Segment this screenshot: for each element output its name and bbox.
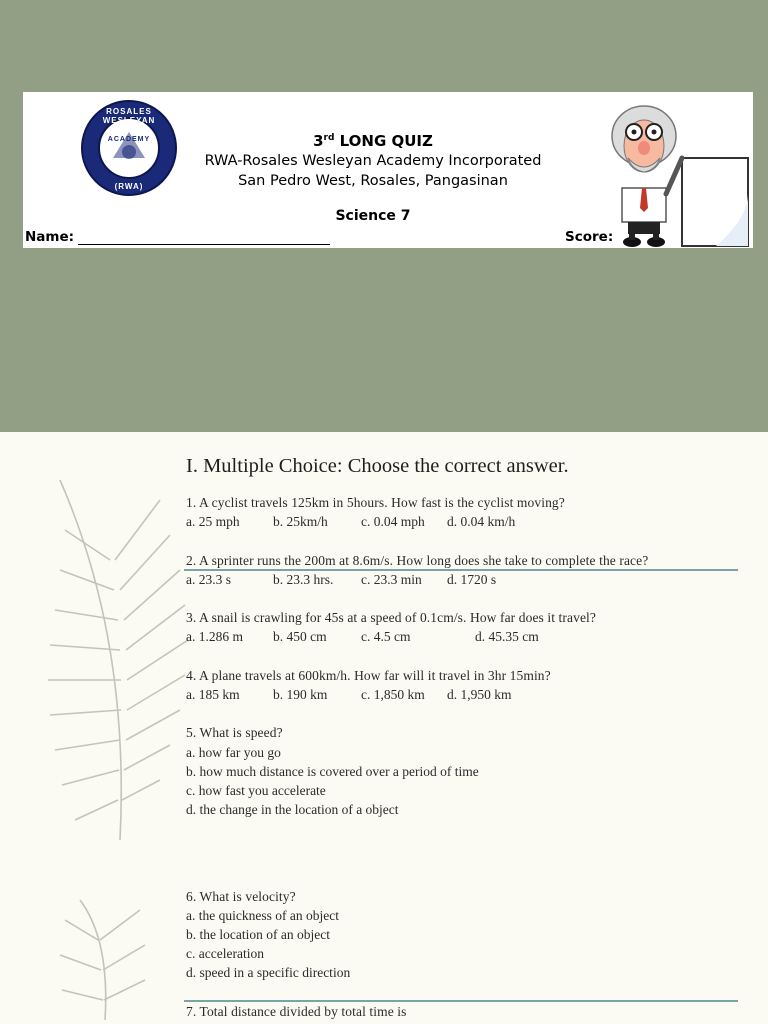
seal-top-text: ROSALES WESLEYAN <box>102 107 156 125</box>
divider-line <box>184 569 738 571</box>
name-blank-line[interactable] <box>78 244 330 245</box>
score-label: Score: <box>565 229 614 245</box>
subject-title: Science 7 <box>335 208 411 224</box>
quiz-ordinal: 3 <box>313 132 324 150</box>
seal-bottom-text: (RWA) <box>114 182 144 191</box>
q4-option-a[interactable]: a. 185 km <box>186 687 240 702</box>
q6-option-b[interactable]: b. the location of an object <box>186 927 330 942</box>
professor-illustration <box>598 98 753 248</box>
question-2-text: 2. A sprinter runs the 200m at 8.6m/s. How long does she take to complete the race? <box>186 553 649 568</box>
q1-option-a[interactable]: a. 25 mph <box>186 514 240 529</box>
q3-option-d[interactable]: d. 45.35 cm <box>475 629 539 644</box>
question-1-text: 1. A cyclist travels 125km in 5hours. How fast is the cyclist moving? <box>186 495 565 510</box>
q1-option-c[interactable]: c. 0.04 mph <box>361 514 425 529</box>
q6-option-a[interactable]: a. the quickness of an object <box>186 908 339 923</box>
question-7-text: 7. Total distance divided by total time is <box>186 1004 407 1019</box>
q3-option-b[interactable]: b. 450 cm <box>273 629 327 644</box>
school-seal-logo <box>81 100 177 196</box>
q4-option-c[interactable]: c. 1,850 km <box>361 687 425 702</box>
q5-option-d[interactable]: d. the change in the location of a object <box>186 802 399 817</box>
name-label: Name: <box>25 229 75 245</box>
q3-option-c[interactable]: c. 4.5 cm <box>361 629 411 644</box>
school-name: RWA-Rosales Wesleyan Academy Incorporated <box>204 153 542 169</box>
q5-option-c[interactable]: c. how fast you accelerate <box>186 783 326 798</box>
quiz-ordinal-suffix: rd <box>323 133 335 143</box>
school-address: San Pedro West, Rosales, Pangasinan <box>238 173 508 189</box>
q2-option-d[interactable]: d. 1720 s <box>447 572 497 587</box>
q4-option-b[interactable]: b. 190 km <box>273 687 328 702</box>
q5-option-a[interactable]: a. how far you go <box>186 745 281 760</box>
q2-option-c[interactable]: c. 23.3 min <box>361 572 422 587</box>
q3-option-a[interactable]: a. 1.286 m <box>186 629 243 644</box>
q5-option-b[interactable]: b. how much distance is covered over a period of time <box>186 764 479 779</box>
q2-option-b[interactable]: b. 23.3 hrs. <box>273 572 334 587</box>
seal-mid-text: ACADEMY <box>107 136 151 143</box>
question-3-text: 3. A snail is crawling for 45s at a speed of 0.1cm/s. How far does it travel? <box>186 610 596 625</box>
section-title: I. Multiple Choice: Choose the correct answer. <box>186 455 569 477</box>
q6-option-c[interactable]: c. acceleration <box>186 946 264 961</box>
quiz-label: LONG QUIZ <box>339 132 433 150</box>
question-6-text: 6. What is velocity? <box>186 889 296 904</box>
quiz-header <box>23 92 753 248</box>
q2-option-a[interactable]: a. 23.3 s <box>186 572 231 587</box>
divider-line <box>184 1000 738 1002</box>
quiz-title <box>173 132 573 150</box>
q1-option-d[interactable]: d. 0.04 km/h <box>447 514 516 529</box>
q4-option-d[interactable]: d. 1,950 km <box>447 687 512 702</box>
question-5-text: 5. What is speed? <box>186 725 283 740</box>
question-4-text: 4. A plane travels at 600km/h. How far will it travel in 3hr 15min? <box>186 668 551 683</box>
q1-option-b[interactable]: b. 25km/h <box>273 514 328 529</box>
q6-option-d[interactable]: d. speed in a specific direction <box>186 965 351 980</box>
